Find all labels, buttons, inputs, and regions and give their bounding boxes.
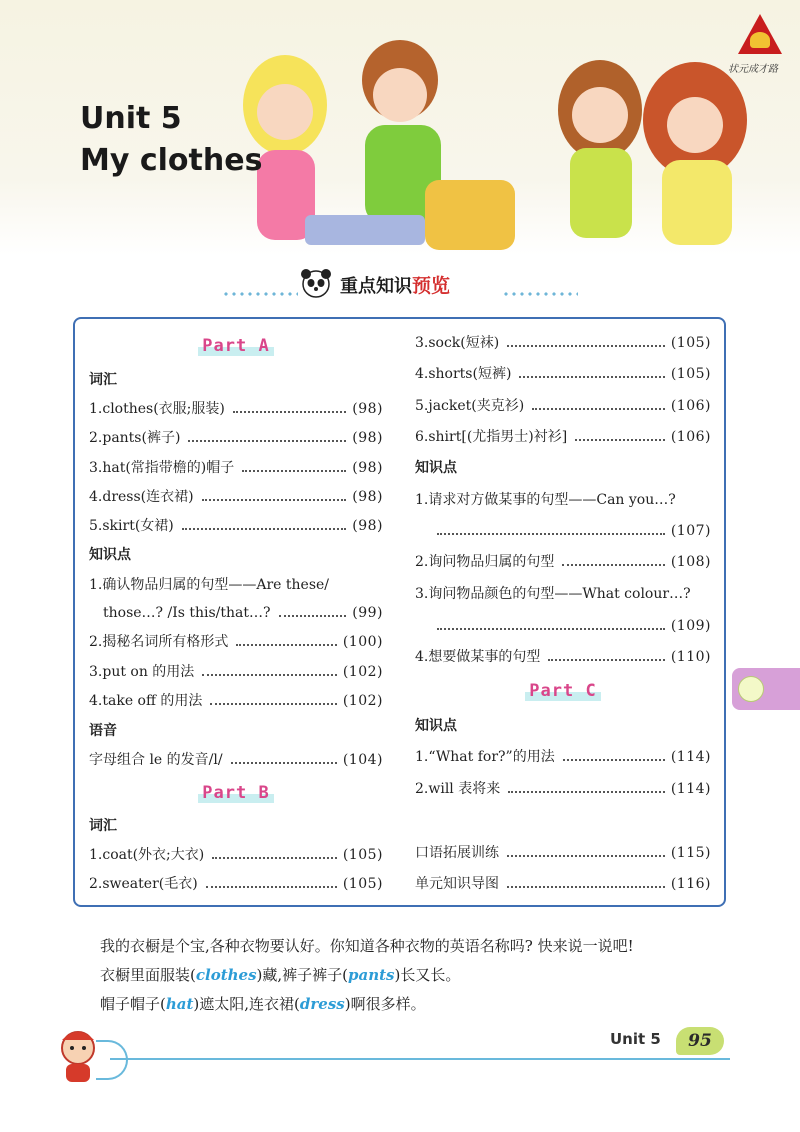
unit-title <box>80 98 262 182</box>
list-item: 1.请求对方做某事的句型——Can you…? <box>415 492 676 508</box>
unit-name: My clothes <box>80 143 263 178</box>
list-item: 1.coat(外衣;大衣) (105) <box>89 847 383 863</box>
knowledge-heading: 知识点 <box>415 460 457 476</box>
list-item: 1.确认物品归属的句型——Are these/ <box>89 577 330 593</box>
unit-number: Unit 5 <box>80 101 182 136</box>
part-a-label: Part A <box>89 336 383 356</box>
children-illustration <box>225 20 795 255</box>
knowledge-heading: 知识点 <box>89 547 131 563</box>
list-item: 4.shorts(短裤) (105) <box>415 366 711 382</box>
list-item: (107) <box>429 522 711 540</box>
page-number: 95 <box>676 1027 724 1055</box>
part-c-label: Part C <box>415 681 711 701</box>
keyword: hat <box>165 995 194 1013</box>
footer-divider <box>110 1058 730 1060</box>
list-item: 2.will 表将来 (114) <box>415 781 711 797</box>
list-item: (109) <box>429 617 711 635</box>
dotted-divider-left <box>222 292 298 296</box>
vocab-heading: 词汇 <box>89 818 117 834</box>
part-b-label: Part B <box>89 783 383 803</box>
publisher-logo <box>728 14 792 84</box>
list-item: 2.sweater(毛衣) (105) <box>89 876 383 892</box>
list-item: 4.take off 的用法 (102) <box>89 693 383 709</box>
section-banner <box>222 263 578 303</box>
crown-icon <box>738 14 782 54</box>
list-item: 口语拓展训练 (115) <box>415 845 711 861</box>
key-knowledge-box <box>73 317 726 907</box>
phonics-heading: 语音 <box>89 723 117 739</box>
keyword: dress <box>299 995 345 1013</box>
rhyme-line: 衣橱里面服装(clothes)藏,裤子裤子(pants)长又长。 <box>100 966 461 984</box>
keyword: pants <box>348 966 395 984</box>
list-item: 3.hat(常指带檐的)帽子 (98) <box>89 460 383 476</box>
list-item: 6.shirt[(尤指男士)衬衫] (106) <box>415 429 711 445</box>
list-item: 3.询问物品颜色的句型——What colour…? <box>415 586 691 602</box>
list-item: 2.询问物品归属的句型 (108) <box>415 554 711 570</box>
side-tab <box>732 668 800 710</box>
dotted-divider-right <box>502 292 578 296</box>
list-item: 单元知识导图 (116) <box>415 876 711 892</box>
publisher-logo-text: 状元成才路 <box>728 64 778 75</box>
smiley-icon <box>738 676 764 702</box>
rhyme-line: 帽子帽子(hat)遮太阳,连衣裙(dress)啊很多样。 <box>100 995 426 1013</box>
list-item: those…? /Is this/that…? (99) <box>103 605 383 621</box>
section-title <box>340 271 450 298</box>
list-item: 5.skirt(女裙) (98) <box>89 518 383 534</box>
list-item: 1.clothes(衣服;服装) (98) <box>89 401 383 417</box>
list-item: 字母组合 le 的发音/l/ (104) <box>89 752 383 768</box>
list-item: 3.put on 的用法 (102) <box>89 664 383 680</box>
knowledge-heading: 知识点 <box>415 718 457 734</box>
keyword: clothes <box>195 966 257 984</box>
list-item: 2.pants(裤子) (98) <box>89 430 383 446</box>
list-item: 3.sock(短袜) (105) <box>415 335 711 351</box>
list-item: 4.dress(连衣裙) (98) <box>89 489 383 505</box>
header-banner <box>0 0 800 255</box>
footer-arc <box>96 1040 128 1080</box>
footer-unit-label: Unit 5 <box>610 1030 661 1048</box>
list-item: 2.揭秘名词所有格形式 (100) <box>89 634 383 650</box>
panda-icon <box>300 267 332 299</box>
section-title-highlight: 预览 <box>412 275 451 297</box>
vocab-heading: 词汇 <box>89 372 117 388</box>
list-item: 5.jacket(夹克衫) (106) <box>415 398 711 414</box>
section-title-main: 重点知识 <box>340 276 412 297</box>
intro-rhyme <box>100 932 740 1019</box>
list-item: 1.“What for?”的用法 (114) <box>415 749 711 765</box>
rhyme-line: 我的衣橱是个宝,各种衣物要认好。你知道各种衣物的英语名称吗? 快来说一说吧! <box>100 937 634 955</box>
list-item: 4.想要做某事的句型 (110) <box>415 649 711 665</box>
